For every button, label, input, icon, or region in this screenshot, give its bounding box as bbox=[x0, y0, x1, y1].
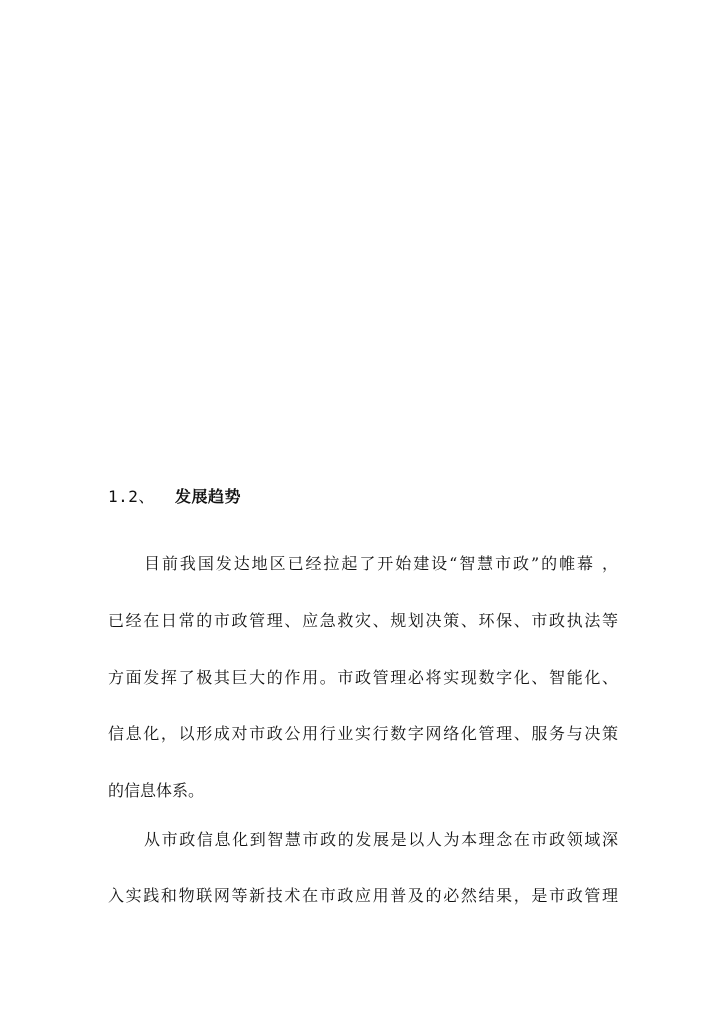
paragraph-1-line-3: 方面发挥了极其巨大的作用。市政管理必将实现数字化、智能化、 bbox=[108, 668, 618, 687]
paragraph-2-line-2: 入实践和物联网等新技术在市政应用普及的必然结果，是市政管理 bbox=[108, 886, 618, 905]
paragraph-1-line-2: 已经在日常的市政管理、应急救灾、规划决策、环保、市政执法等 bbox=[108, 611, 618, 630]
paragraph-1-line-4: 信息化，以形成对市政公用行业实行数字网络化管理、服务与决策 bbox=[108, 724, 618, 743]
section-number: 1.2、 bbox=[108, 487, 155, 506]
section-heading bbox=[108, 484, 241, 507]
paragraph-1-line-1: 目前我国发达地区已经拉起了开始建设“智慧市政”的帷幕 ， bbox=[144, 554, 618, 573]
section-title: 发展趋势 bbox=[174, 487, 241, 506]
paragraph-1-line-5: 的信息体系。 bbox=[108, 781, 205, 800]
paragraph-2-line-1: 从市政信息化到智慧市政的发展是以人为本理念在市政领域深 bbox=[144, 830, 618, 849]
